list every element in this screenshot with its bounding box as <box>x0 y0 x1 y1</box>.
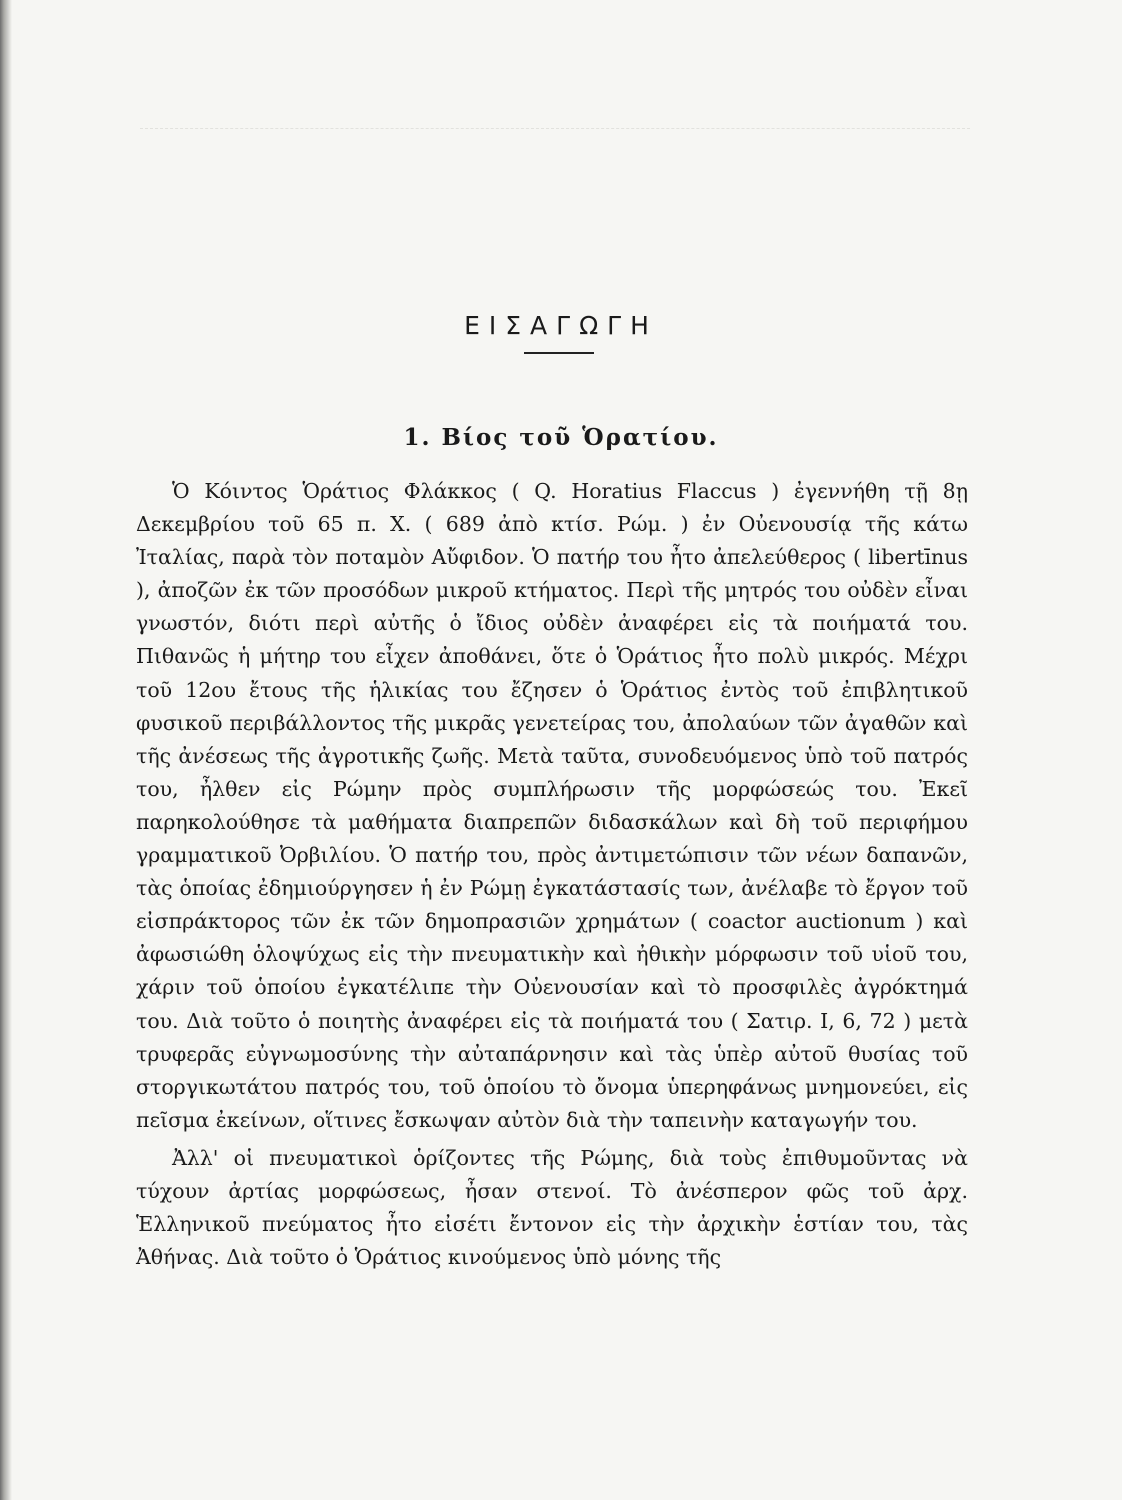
section-title: 1. Βίος τοῦ Ὁρατίου. <box>403 424 719 452</box>
paragraph-2: Ἀλλ' οἱ πνευματικοὶ ὁρίζοντες τῆς Ρώμης, διὰ τοὺς ἐπιθυμοῦντας νὰ τύχουν ἀρτίας μορφώσεως, ἦσαν στενοί. Τὸ ἀνέσπερον φῶς τοῦ ἀρχ. Ἑλληνικοῦ πνεύματος ἦτο εἰσέτι ἔντονον εἰς τὴν ἀρχικὴν ἑστίαν του, τὰς Ἀθήνας. Διὰ τοῦτο ὁ Ὁράτιος κινούμενος ὑπὸ μόνης τῆς <box>136 1145 968 1270</box>
paragraph-1: Ὁ Κόιντος Ὁράτιος Φλάκκος ( Q. Horatius Flaccus ) ἐγεννήθη τῇ 8ῃ Δεκεμβρίου τοῦ 65 π. Χ. ( 689 ἀπὸ κτίσ. Ρώμ. ) ἐν Οὐενουσίᾳ τῆς κάτω Ἰταλίας, παρὰ τὸν ποταμὸν Αὔφιδον. Ὁ πατήρ του ἦτο ἀπελεύθερος ( libertīnus ), ἀποζῶν ἐκ τῶν προσόδων μικροῦ κτήματος. Περὶ τῆς μητρός του οὐδὲν εἶναι γνωστόν, διότι περὶ αὐτῆς ὁ ἴδιος οὐδὲν ἀναφέρει εἰς τὰ ποιήματά του. Πιθανῶς ἡ μήτηρ του εἶχεν ἀποθάνει, ὅτε ὁ Ὁράτιος ἦτο πολὺ μικρός. Μέχρι τοῦ 12ου ἔτους τῆς ἡλικίας του ἔζησεν ὁ Ὁράτιος ἐντὸς τοῦ ἐπιβλητικοῦ φυσικοῦ περιβάλλοντος τῆς μικρᾶς γενετείρας του, ἀπολαύων τῶν ἀγαθῶν καὶ τῆς ἀνέσεως τῆς ἀγροτικῆς ζωῆς. Μετὰ ταῦτα, συνοδευόμενος ὑπὸ τοῦ πατρός του, ἦλθεν εἰς Ρώμην πρὸς συμπλήρωσιν τῆς μορφώσεώς του. Ἐκεῖ παρηκολούθησε τὰ μαθήματα διαπρεπῶν διδασκάλων καὶ δὴ τοῦ περιφήμου γραμματικοῦ Ὀρβιλίου. Ὁ πατήρ του, πρὸς ἀντιμετώπισιν τῶν νέων δαπανῶν, τὰς ὁποίας ἐδημιούργησεν ἡ ἐν Ρώμῃ ἐγκατάστασίς των, ἀνέλαβε τὸ ἔργον τοῦ εἰσπράκτορος τῶν ἐκ τῶν δημοπρασιῶν χρημάτων ( coactor auctionum ) καὶ ἀφωσιώθη ὁλοψύχως εἰς τὴν πνευματικὴν καὶ ἠθικὴν μόρφωσιν τοῦ υἱοῦ του, χάριν τοῦ ὁποίου ἐγκατέλιπε τὴν Οὐενουσίαν καὶ τὸ προσφιλὲς ἀγρόκτημά του. Διὰ τοῦτο ὁ ποιητὴς ἀναφέρει εἰς τὰ ποιήματά του ( Σατιρ. Ι, 6, 72 ) μετὰ τρυφερᾶς εὐγνωμοσύνης τὴν αὐταπάρνησιν καὶ τὰς ὑπὲρ αὐτοῦ θυσίας τοῦ στοργικωτάτου πατρός του, τοῦ ὁποίου τὸ ὄνομα ὑπερηφάνως μνημονεύει, εἰς πεῖσμα ἐκείνων, οἵτινες ἔσκωψαν αὐτὸν διὰ τὴν ταπεινὴν καταγωγήν του. <box>136 479 968 1132</box>
bleed-through-header-line <box>140 128 970 129</box>
page-binding-edge <box>0 0 12 1500</box>
page-heading: ΕΙΣΑΓΩΓΗ <box>464 310 658 340</box>
body-text <box>136 475 968 1274</box>
heading-divider <box>524 352 594 354</box>
